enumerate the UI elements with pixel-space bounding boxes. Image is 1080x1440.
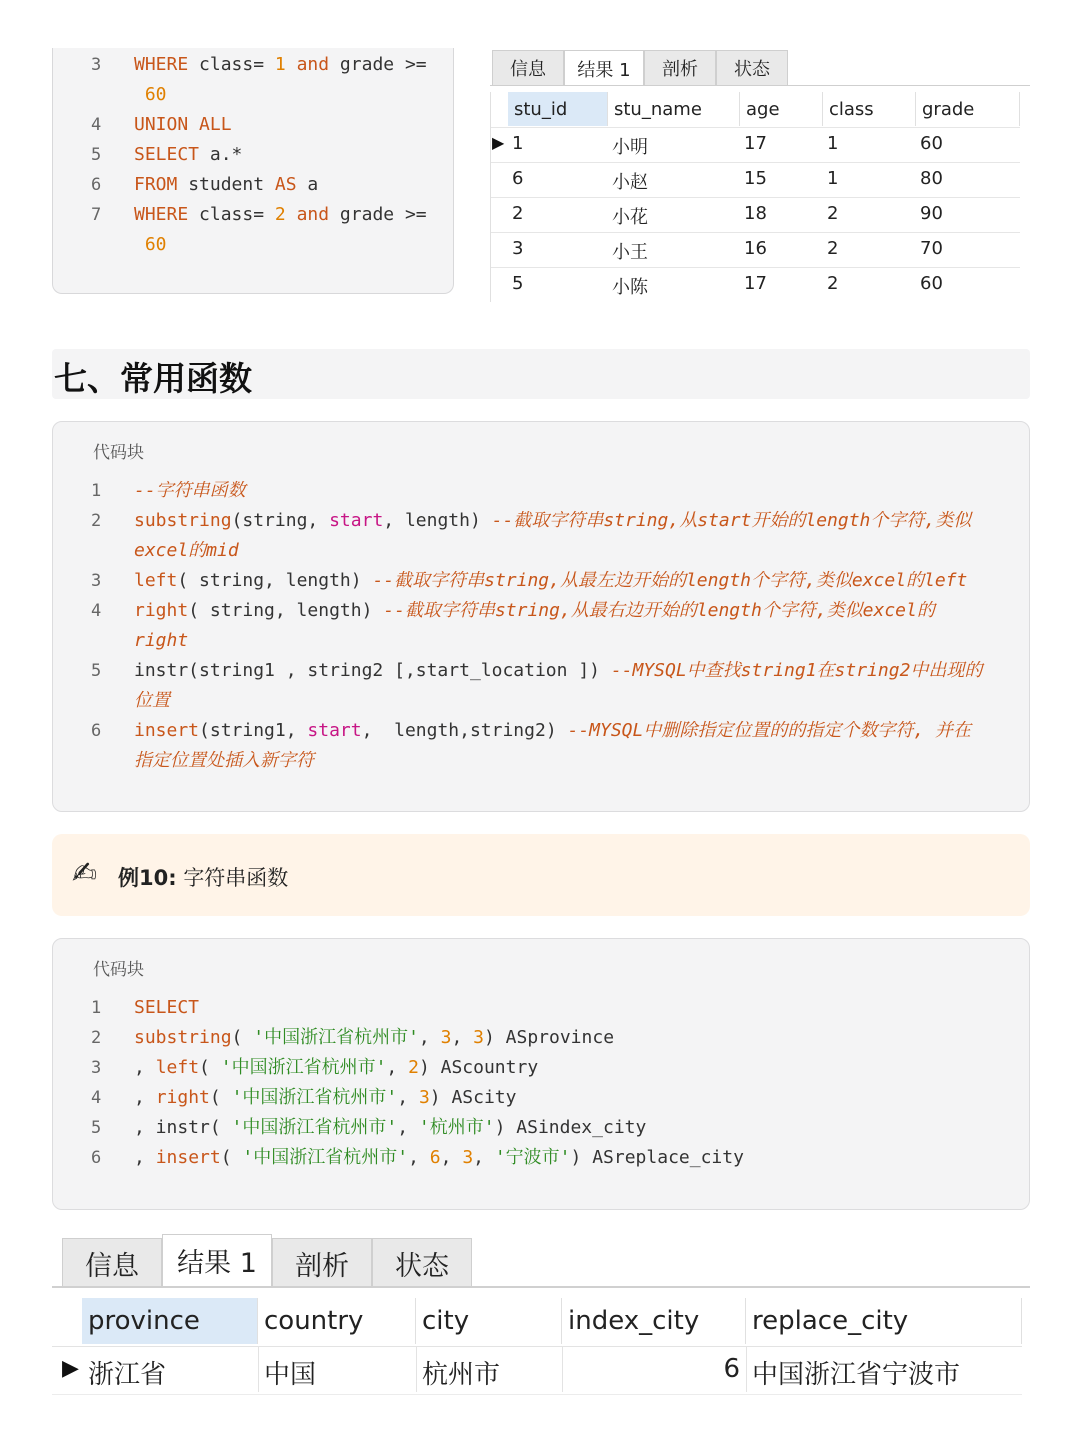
line-number: 3: [91, 1058, 102, 1078]
column-header[interactable]: stu_id: [508, 92, 608, 126]
tab-status[interactable]: 状态: [716, 50, 788, 86]
tab-info[interactable]: 信息: [492, 50, 564, 86]
table-cell: 60: [920, 273, 943, 294]
table-cell: 2: [827, 203, 839, 224]
line-number: 6: [91, 721, 102, 741]
table-cell: 17: [744, 273, 767, 294]
column-header[interactable]: country: [258, 1298, 416, 1344]
row-marker-icon: ▶: [492, 133, 505, 152]
table-cell: 70: [920, 238, 943, 259]
example-title: 例10: 字符串函数: [118, 866, 289, 890]
grid-left-border: [490, 92, 491, 302]
line-number: 4: [91, 115, 102, 135]
table-cell: 16: [744, 238, 767, 259]
tab-result[interactable]: 结果 1: [162, 1234, 272, 1286]
tab-divider: [52, 1286, 1030, 1288]
table-cell: 中国: [264, 1360, 317, 1390]
code-line: insert(string1, start, length,string2) --MYSQL中删除指定位置的的指定个数字符, 并在: [134, 720, 972, 741]
table-cell: 6: [512, 168, 524, 189]
row-divider: [490, 162, 1020, 163]
line-number: 5: [91, 661, 102, 681]
column-divider: [416, 1346, 417, 1392]
table-cell: 15: [744, 168, 767, 189]
line-number: 3: [91, 55, 102, 75]
line-number: 7: [91, 205, 102, 225]
table-cell: 17: [744, 133, 767, 154]
tab-result[interactable]: 结果 1: [564, 50, 644, 86]
section-title: 七、常用函数: [54, 359, 252, 398]
table-cell: 杭州市: [422, 1360, 501, 1390]
table-cell: 小明: [612, 137, 648, 158]
grid-bottom-border: [52, 1394, 1022, 1395]
code-line: WHERE class= 2 and grade >=: [134, 204, 427, 225]
row-divider: [490, 267, 1020, 268]
example-callout: [52, 834, 1030, 916]
table-cell: 小陈: [612, 277, 648, 298]
table-cell: 60: [920, 133, 943, 154]
code-line: substring(string, start, length) --截取字符串string,从start开始的length个字符,类似: [134, 510, 972, 531]
code-line: , right( '中国浙江省杭州市', 3) AScity: [134, 1087, 517, 1108]
table-cell: 80: [920, 168, 943, 189]
table-cell: 中国浙江省宁波市: [752, 1360, 961, 1390]
section-heading: [52, 349, 1030, 399]
line-number: 1: [91, 998, 102, 1018]
line-number: 4: [91, 1088, 102, 1108]
line-number: 4: [91, 601, 102, 621]
line-number: 3: [91, 571, 102, 591]
code-line: excel的mid: [134, 540, 239, 561]
column-header[interactable]: class: [823, 92, 916, 126]
line-number: 2: [91, 511, 102, 531]
code-block-title: 代码块: [93, 443, 144, 463]
column-header[interactable]: index_city: [562, 1298, 746, 1344]
result-tabs-1: [492, 50, 788, 86]
row-divider: [52, 1346, 1022, 1347]
code-line: , insert( '中国浙江省杭州市', 6, 3, '宁波市') ASreplace_city: [134, 1147, 744, 1168]
row-divider: [490, 127, 1020, 128]
line-number: 5: [91, 145, 102, 165]
column-divider: [258, 1346, 259, 1392]
column-header[interactable]: city: [416, 1298, 562, 1344]
table-cell: 2: [827, 238, 839, 259]
table-cell: 2: [827, 273, 839, 294]
tab-profile[interactable]: 剖析: [644, 50, 716, 86]
code-line: , left( '中国浙江省杭州市', 2) AScountry: [134, 1057, 539, 1078]
table-cell: 1: [827, 133, 839, 154]
table-cell: 6: [723, 1354, 740, 1384]
code-line: 60: [134, 234, 167, 255]
column-header[interactable]: age: [740, 92, 823, 126]
line-number: 2: [91, 1028, 102, 1048]
column-header[interactable]: stu_name: [608, 92, 740, 126]
code-line: WHERE class= 1 and grade >=: [134, 54, 427, 75]
code-line: --字符串函数: [134, 480, 246, 501]
line-number: 6: [91, 175, 102, 195]
code-line: 60: [134, 84, 167, 105]
column-divider: [746, 1346, 747, 1392]
code-block-functions: [52, 421, 1030, 812]
result-panel-1: [490, 48, 1030, 302]
code-snippet-top: [52, 48, 454, 294]
table-cell: 2: [512, 203, 524, 224]
code-line: right( string, length) --截取字符串string,从最右边开始的length个字符,类似excel的: [134, 600, 935, 621]
code-line: , instr( '中国浙江省杭州市', '杭州市') ASindex_city: [134, 1117, 647, 1138]
table-cell: 5: [512, 273, 524, 294]
table-cell: 1: [512, 133, 524, 154]
table-cell: 1: [827, 168, 839, 189]
column-divider: [562, 1346, 563, 1392]
tab-profile[interactable]: 剖析: [272, 1238, 372, 1288]
table-cell: 浙江省: [88, 1360, 167, 1390]
code-line: 指定位置处插入新字符: [134, 750, 314, 771]
line-number: 5: [91, 1118, 102, 1138]
code-block-example: [52, 938, 1030, 1210]
table-cell: 小赵: [612, 172, 648, 193]
row-divider: [490, 197, 1020, 198]
code-line: FROM student AS a: [134, 174, 319, 195]
code-block-title: 代码块: [93, 960, 144, 980]
column-header[interactable]: replace_city: [746, 1298, 1022, 1344]
line-number: 1: [91, 481, 102, 501]
code-line: substring( '中国浙江省杭州市', 3, 3) ASprovince: [134, 1027, 615, 1048]
table-cell: 18: [744, 203, 767, 224]
tab-status[interactable]: 状态: [372, 1238, 472, 1288]
table-cell: 90: [920, 203, 943, 224]
table-cell: 小花: [612, 207, 648, 228]
line-number: 6: [91, 1148, 102, 1168]
code-line: 位置: [134, 690, 170, 711]
code-line: instr(string1 , string2 [,start_location ]) --MYSQL中查找string1在string2中出现的: [134, 660, 983, 681]
writing-hand-icon: ✍: [72, 856, 98, 891]
tab-divider: [490, 85, 1030, 86]
code-line: SELECT: [134, 997, 200, 1018]
column-header[interactable]: province: [82, 1298, 258, 1344]
code-line: right: [134, 630, 189, 651]
column-header[interactable]: grade: [916, 92, 1020, 126]
code-line: SELECT a.*: [134, 144, 243, 165]
result-panel-2: [52, 1232, 1030, 1404]
result-tabs-2: [62, 1238, 472, 1288]
code-line: UNION ALL: [134, 114, 232, 135]
row-marker-icon: ▶: [62, 1356, 79, 1381]
table-cell: 小王: [612, 242, 648, 263]
code-line: left( string, length) --截取字符串string,从最左边开始的length个字符,类似excel的left: [134, 570, 968, 591]
tab-info[interactable]: 信息: [62, 1238, 162, 1288]
table-cell: 3: [512, 238, 524, 259]
row-divider: [490, 232, 1020, 233]
